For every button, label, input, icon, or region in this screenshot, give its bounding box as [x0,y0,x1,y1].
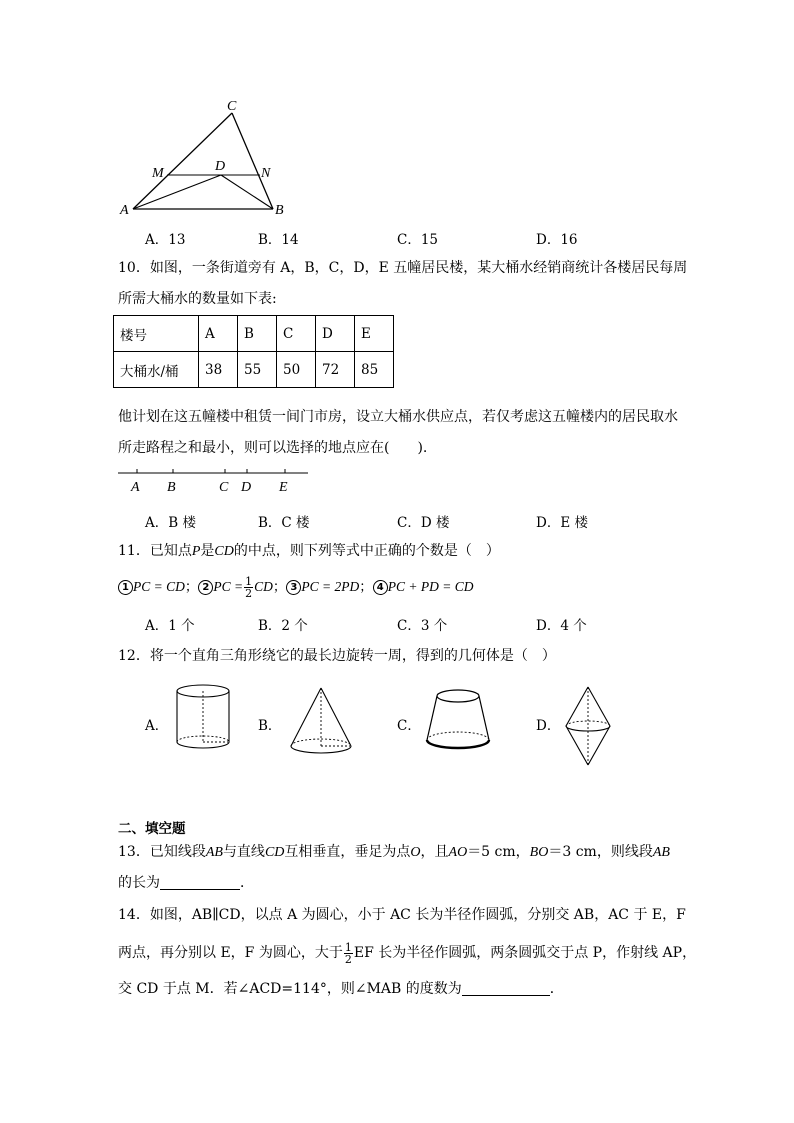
table-cell-building: B [238,316,277,352]
cone-figure [286,684,356,758]
label-D: D [215,159,226,174]
q10-text-line3: 他计划在这五幢楼中租赁一间门市房，设立大桶水供应点，若仅考虑这五幢楼内的居民取水 [118,409,678,425]
q14-line3: 交 CD 于点 M．若∠ACD=114°，则∠MAB 的度数为 [118,981,462,997]
q12-label-c: C． [397,718,421,734]
label-C: C [227,99,237,114]
q11-post: 的中点，则下列等式中正确的个数是（ ） [233,543,500,559]
q12-text: 12．将一个直角三角形绕它的最长边旋转一周，得到的几何体是（ ） [118,648,556,664]
table-cell-building: C [277,316,316,352]
q14-text-line3 [118,979,564,999]
circled-number-1: 1 [118,580,133,595]
table-cell-building: A [199,316,238,352]
q13-bo: BO [529,845,549,860]
q13-ab2: AB [652,845,670,860]
q10-text-line2: 所需大桶水的数量如下表: [118,291,277,307]
q13-o: O [410,845,421,860]
fraction-numerator: 1 [344,940,352,954]
table-row-buildings [114,316,394,352]
q14-line2a: 两点，再分别以 E，F 为圆心，大于 [118,945,343,961]
table-cell-value: 85 [355,352,394,388]
q13-t4: ＝5 cm， [467,844,530,860]
q14-end: ． [549,981,564,997]
double-cone-figure [560,684,616,768]
circled-number-2: 2 [198,580,213,595]
label-M: M [152,166,164,181]
table-row-values [114,352,394,388]
q10-option-a: A．B 楼 [145,515,196,531]
q12-label-b: B． [258,718,282,734]
q13-text-line2 [118,873,254,893]
q11-sep: ； [272,579,287,595]
q13-t1: 与直线 [222,844,265,860]
table-row-label: 大桶水/桶 [114,352,199,388]
q10-option-c: C．D 楼 [397,515,450,531]
circled-number-3: 3 [286,580,301,595]
label-A: A [120,203,129,218]
q14-fraction [344,942,353,965]
table-cell-value: 38 [199,352,238,388]
street-label-D: D [241,480,252,495]
q9-option-b: B．14 [258,232,299,248]
answer-blank[interactable] [462,995,550,996]
q13-t3: ，且 [420,844,449,860]
q14-line2b: EF 长为半径作圆弧，两条圆弧交于点 P，作射线 AP， [353,945,697,961]
table-cell-value: 50 [277,352,316,388]
q10-option-b: B．C 楼 [258,515,310,531]
frustum-figure [422,684,494,756]
q13-t5: ＝3 cm，则线段 [548,844,653,860]
q10-option-d: D．E 楼 [536,515,588,531]
q11-segment-cd: CD [214,544,234,559]
street-label-E: E [279,480,288,495]
table-cell-building: D [316,316,355,352]
label-N: N [261,166,271,181]
q11-eq2a: PC = [213,579,244,594]
answer-blank[interactable] [160,889,240,890]
q9-option-a: A．13 [145,232,186,248]
q11-text [118,541,500,562]
q11-option-d: D．4 个 [536,618,587,634]
q9-option-c: C．15 [397,232,439,248]
section-title: 二、填空题 [118,821,186,837]
q10-street-line-figure [115,463,315,495]
q11-fraction [244,576,253,599]
q9-option-d: D．16 [536,232,578,248]
q13-t2: 互相垂直，垂足为点 [284,844,411,860]
fraction-denominator: 2 [245,587,253,600]
table-cell-value: 55 [238,352,277,388]
q9-triangle-figure [115,95,295,225]
q11-option-a: A．1 个 [145,618,195,634]
q11-option-c: C．3 个 [397,618,448,634]
q13-pre: 13．已知线段 [118,844,206,860]
circled-number-4: 4 [373,580,388,595]
table-cell-value: 72 [316,352,355,388]
q11-point-p: P [191,544,201,559]
segment-CB [232,113,273,209]
q10-water-table [113,315,394,388]
street-label-A: A [131,480,140,495]
q13-text-line1 [118,842,670,863]
q10-text-line4: 所走路程之和最小，则可以选择的地点应在( ). [118,440,428,456]
table-header-label: 楼号 [114,316,199,352]
fraction-denominator: 2 [344,952,352,966]
segment-AD [133,175,221,209]
q11-pre: 11．已知点 [118,543,192,559]
cylinder-figure [172,682,234,754]
q11-sep: ； [184,579,199,595]
q11-equations [118,574,473,600]
table-cell-building: E [355,316,394,352]
q13-cd: CD [264,845,285,860]
street-label-C: C [219,480,229,495]
q11-eq1: PC = CD [133,579,185,594]
q11-eq3: PC = 2PD [301,579,360,594]
q13-ab: AB [205,845,223,860]
street-label-B: B [167,480,176,495]
q11-mid: 是 [200,543,215,559]
q14-text-line1: 14．如图，AB∥CD，以点 A 为圆心，小于 AC 长为半径作圆弧，分别交 AB，AC 于 E，F [118,907,686,923]
q13-end: ． [240,875,254,891]
q13-line2: 的长为 [118,875,160,891]
fraction-numerator: 1 [245,575,253,588]
q14-text-line2 [118,940,696,966]
q11-option-b: B．2 个 [258,618,308,634]
q11-sep: ； [359,579,373,595]
q11-eq4: PC + PD = CD [387,579,474,594]
q12-label-a: A． [145,718,169,734]
q12-label-d: D． [536,718,561,734]
q10-text-line1: 10．如图，一条街道旁有 A，B，C，D，E 五幢居民楼，某大桶水经销商统计各楼居民每周 [118,260,688,276]
q13-ao: AO [448,845,468,860]
label-B: B [275,203,284,218]
q11-eq2b: CD [254,579,273,594]
